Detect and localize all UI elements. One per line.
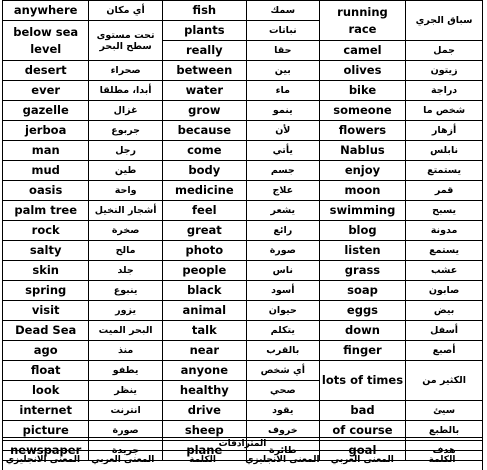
english-word: jerboa <box>3 121 89 141</box>
arabic-meaning: زيتون <box>406 61 483 81</box>
english-word: because <box>162 121 246 141</box>
arabic-meaning: صحي <box>246 381 319 401</box>
arabic-meaning: أشجار النخيل <box>89 201 162 221</box>
arabic-meaning: أسود <box>246 281 319 301</box>
english-word: talk <box>162 321 246 341</box>
arabic-meaning: البحر الميت <box>89 321 162 341</box>
english-word: flowers <box>319 121 405 141</box>
english-word: fish <box>162 1 246 21</box>
table-row <box>3 1 483 21</box>
table-row <box>3 181 483 201</box>
column-header-english-meaning: المعنى الانجليزي <box>245 455 320 465</box>
arabic-meaning: صابون <box>406 281 483 301</box>
arabic-meaning: صورة <box>246 241 319 261</box>
arabic-meaning: نابلس <box>406 141 483 161</box>
english-word: black <box>162 281 246 301</box>
english-word: plane <box>162 441 246 461</box>
english-word: healthy <box>162 381 246 401</box>
arabic-meaning: أي مكان <box>89 1 162 21</box>
arabic-meaning: طين <box>89 161 162 181</box>
english-word: medicine <box>162 181 246 201</box>
table-row <box>3 361 483 381</box>
arabic-meaning: يشعر <box>246 201 319 221</box>
arabic-meaning: حقا <box>246 41 319 61</box>
english-word: newspaper <box>3 441 89 461</box>
column-header-english-meaning: المعنى الانجليزي <box>5 455 81 465</box>
arabic-meaning: يطفو <box>89 361 162 381</box>
table-row <box>3 101 483 121</box>
arabic-meaning: ينمو <box>246 101 319 121</box>
arabic-meaning: عشب <box>406 261 483 281</box>
english-word: body <box>162 161 246 181</box>
table-row <box>3 341 483 361</box>
english-word: down <box>319 321 405 341</box>
arabic-meaning: واحة <box>89 181 162 201</box>
table-row <box>3 401 483 421</box>
arabic-meaning: خروف <box>246 421 319 441</box>
arabic-meaning: سباق الجري <box>406 1 483 41</box>
english-word: swimming <box>319 201 405 221</box>
arabic-meaning: تحت مستوى سطح البحر <box>89 21 162 61</box>
arabic-meaning: أبدا، مطلقا <box>89 81 162 101</box>
english-word: camel <box>319 41 405 61</box>
arabic-meaning: علاج <box>246 181 319 201</box>
english-word: near <box>162 341 246 361</box>
table-row <box>3 301 483 321</box>
arabic-meaning: مالح <box>89 241 162 261</box>
english-word: running race <box>319 1 405 41</box>
arabic-meaning: يتكلم <box>246 321 319 341</box>
arabic-meaning: يزور <box>89 301 162 321</box>
arabic-meaning: سمك <box>246 1 319 21</box>
arabic-meaning: سيئ <box>406 401 483 421</box>
arabic-meaning: ينبوع <box>89 281 162 301</box>
english-word: look <box>3 381 89 401</box>
english-word: picture <box>3 421 89 441</box>
vocabulary-table <box>2 0 483 461</box>
english-word: spring <box>3 281 89 301</box>
table-row <box>3 61 483 81</box>
english-word: someone <box>319 101 405 121</box>
english-word: mud <box>3 161 89 181</box>
table-row <box>3 241 483 261</box>
column-header-word: الكلمة <box>428 455 456 465</box>
arabic-meaning: رجل <box>89 141 162 161</box>
arabic-meaning: صحراء <box>89 61 162 81</box>
english-word: visit <box>3 301 89 321</box>
english-word: internet <box>3 401 89 421</box>
arabic-meaning: ينظر <box>89 381 162 401</box>
english-word: anywhere <box>3 1 89 21</box>
english-word: gazelle <box>3 101 89 121</box>
arabic-meaning: رائع <box>246 221 319 241</box>
column-header-arabic-meaning: المعنى العربي <box>330 455 394 465</box>
arabic-meaning: يستمع <box>406 241 483 261</box>
english-word: float <box>3 361 89 381</box>
english-word: man <box>3 141 89 161</box>
english-word: Nablus <box>319 141 405 161</box>
arabic-meaning: الكثير من <box>406 361 483 401</box>
arabic-meaning: غزال <box>89 101 162 121</box>
arabic-meaning: جسم <box>246 161 319 181</box>
arabic-meaning: بين <box>246 61 319 81</box>
arabic-meaning: انترنت <box>89 401 162 421</box>
arabic-meaning: لأن <box>246 121 319 141</box>
english-word: olives <box>319 61 405 81</box>
table-row <box>3 201 483 221</box>
arabic-meaning: جمل <box>406 41 483 61</box>
english-word: listen <box>319 241 405 261</box>
arabic-meaning: صورة <box>89 421 162 441</box>
synonyms-header-row <box>2 451 483 470</box>
arabic-meaning: منذ <box>89 341 162 361</box>
table-row <box>3 81 483 101</box>
arabic-meaning: جلد <box>89 261 162 281</box>
english-word: between <box>162 61 246 81</box>
arabic-meaning: قمر <box>406 181 483 201</box>
english-word: anyone <box>162 361 246 381</box>
arabic-meaning: ماء <box>246 81 319 101</box>
table-row <box>3 321 483 341</box>
table-row <box>3 121 483 141</box>
arabic-meaning: بالقرب <box>246 341 319 361</box>
english-word: really <box>162 41 246 61</box>
arabic-meaning: بالطبع <box>406 421 483 441</box>
arabic-meaning: هدف <box>406 441 483 461</box>
column-header-word: الكلمة <box>189 455 217 465</box>
arabic-meaning: أسفل <box>406 321 483 341</box>
arabic-meaning: أزهار <box>406 121 483 141</box>
english-word: bike <box>319 81 405 101</box>
english-word: grass <box>319 261 405 281</box>
table-row <box>3 221 483 241</box>
english-word: below sea level <box>3 21 89 61</box>
arabic-meaning: نباتات <box>246 21 319 41</box>
english-word: of course <box>319 421 405 441</box>
english-word: blog <box>319 221 405 241</box>
table-row <box>3 281 483 301</box>
english-word: great <box>162 221 246 241</box>
arabic-meaning: يقود <box>246 401 319 421</box>
arabic-meaning: طائرة <box>246 441 319 461</box>
english-word: ever <box>3 81 89 101</box>
english-word: skin <box>3 261 89 281</box>
table-row <box>3 261 483 281</box>
english-word: bad <box>319 401 405 421</box>
arabic-meaning: أصبع <box>406 341 483 361</box>
table-row <box>3 141 483 161</box>
english-word: sheep <box>162 421 246 441</box>
english-word: soap <box>319 281 405 301</box>
english-word: moon <box>319 181 405 201</box>
arabic-meaning: بيض <box>406 301 483 321</box>
english-word: water <box>162 81 246 101</box>
english-word: salty <box>3 241 89 261</box>
arabic-meaning: جريدة <box>89 441 162 461</box>
english-word: rock <box>3 221 89 241</box>
english-word: grow <box>162 101 246 121</box>
english-word: animal <box>162 301 246 321</box>
english-word: come <box>162 141 246 161</box>
arabic-meaning: حيوان <box>246 301 319 321</box>
column-header-arabic-meaning: المعنى العربي <box>91 455 155 465</box>
english-word: enjoy <box>319 161 405 181</box>
english-word: people <box>162 261 246 281</box>
english-word: eggs <box>319 301 405 321</box>
arabic-meaning: شخص ما <box>406 101 483 121</box>
english-word: finger <box>319 341 405 361</box>
table-row <box>3 161 483 181</box>
english-word: drive <box>162 401 246 421</box>
arabic-meaning: يسبح <box>406 201 483 221</box>
arabic-meaning: دراجة <box>406 81 483 101</box>
english-word: photo <box>162 241 246 261</box>
arabic-meaning: جربوع <box>89 121 162 141</box>
english-word: Dead Sea <box>3 321 89 341</box>
arabic-meaning: ناس <box>246 261 319 281</box>
english-word: oasis <box>3 181 89 201</box>
english-word: ago <box>3 341 89 361</box>
english-word: palm tree <box>3 201 89 221</box>
english-word: desert <box>3 61 89 81</box>
english-word: lots of times <box>319 361 405 401</box>
arabic-meaning: صخرة <box>89 221 162 241</box>
synonyms-title: المترادفات <box>2 437 483 451</box>
english-word: goal <box>319 441 405 461</box>
arabic-meaning: يستمتع <box>406 161 483 181</box>
english-word: feel <box>162 201 246 221</box>
english-word: plants <box>162 21 246 41</box>
arabic-meaning: أي شخص <box>246 361 319 381</box>
arabic-meaning: مدونة <box>406 221 483 241</box>
arabic-meaning: يأتي <box>246 141 319 161</box>
